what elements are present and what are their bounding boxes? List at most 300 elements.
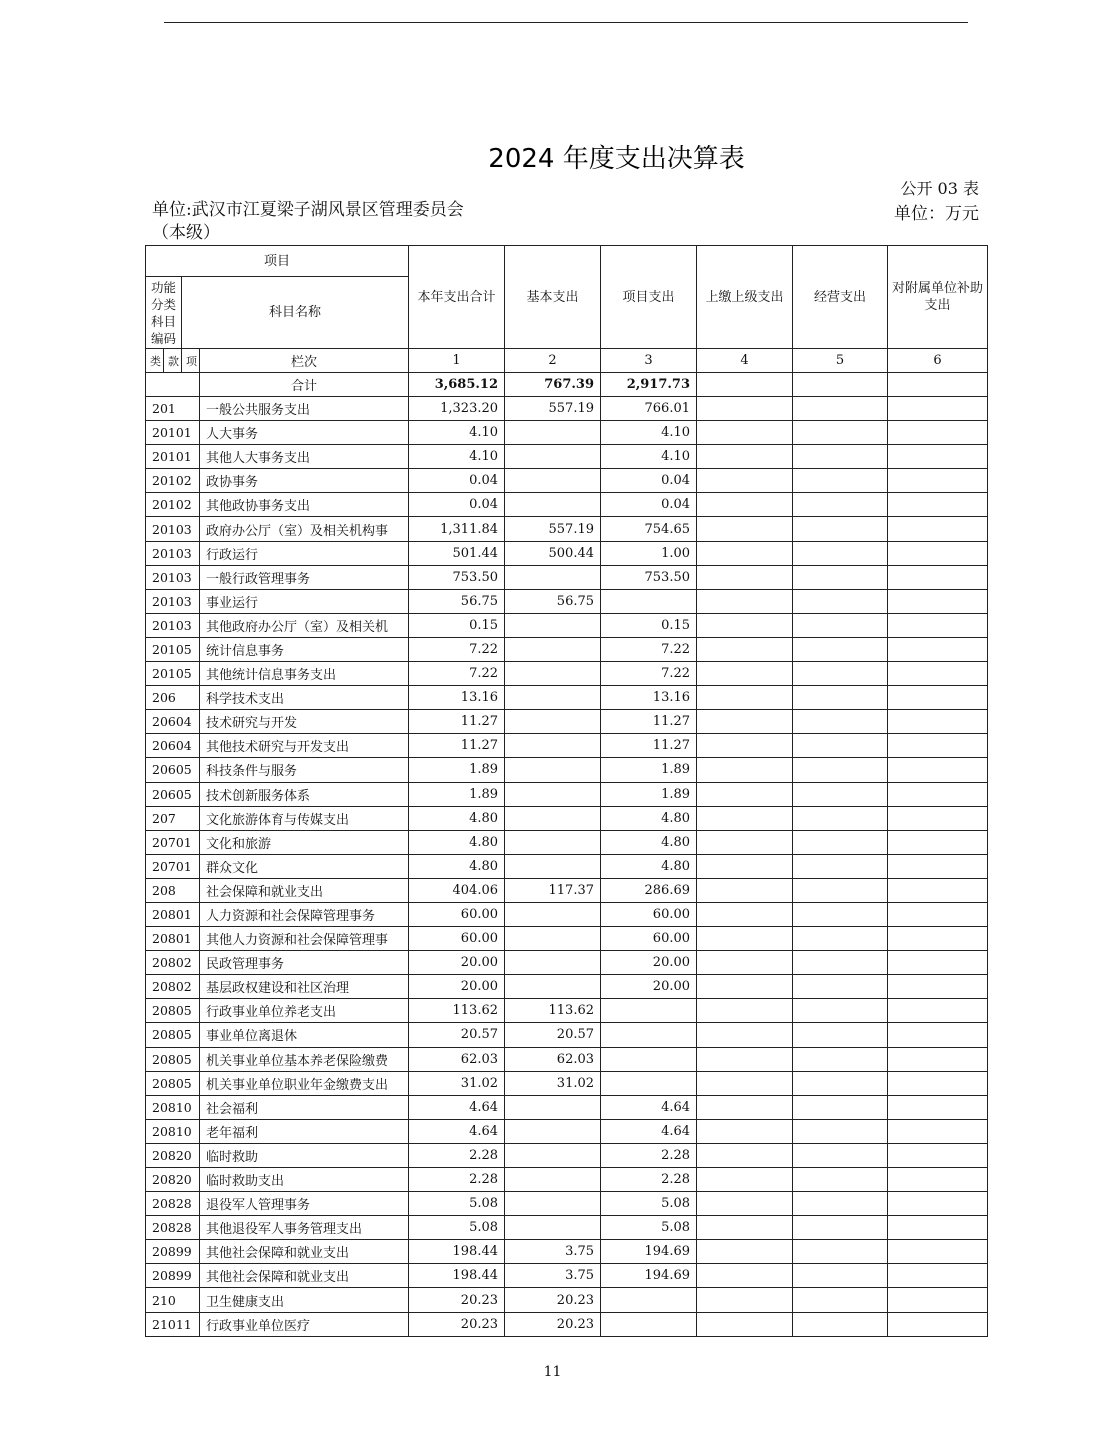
table-row	[146, 1192, 988, 1216]
row-subsidy	[888, 854, 988, 878]
row-upper	[697, 830, 793, 854]
table-row	[146, 806, 988, 830]
row-business	[793, 565, 888, 589]
row-code: 20828	[146, 1216, 200, 1240]
row-code: 20805	[146, 999, 200, 1023]
table-row	[146, 710, 988, 734]
row-project	[601, 589, 697, 613]
row-upper	[697, 565, 793, 589]
row-project: 766.01	[601, 397, 697, 421]
row-subsidy	[888, 421, 988, 445]
row-name: 科技条件与服务	[200, 758, 409, 782]
header-row-project	[146, 246, 988, 277]
table-row	[146, 1168, 988, 1192]
row-name: 其他社会保障和就业支出	[200, 1264, 409, 1288]
row-business	[793, 469, 888, 493]
row-subsidy	[888, 999, 988, 1023]
table-row	[146, 686, 988, 710]
row-subsidy	[888, 1312, 988, 1336]
row-total: 20.23	[409, 1288, 505, 1312]
row-basic	[505, 493, 601, 517]
row-basic: 56.75	[505, 589, 601, 613]
row-name: 其他人力资源和社会保障管理事	[200, 927, 409, 951]
row-upper	[697, 806, 793, 830]
row-code: 20828	[146, 1192, 200, 1216]
row-basic	[505, 469, 601, 493]
header-n2: 2	[505, 349, 601, 373]
row-subsidy	[888, 613, 988, 637]
row-subsidy	[888, 541, 988, 565]
total-col3: 2,917.73	[601, 373, 697, 397]
row-code: 210	[146, 1288, 200, 1312]
row-total: 13.16	[409, 686, 505, 710]
total-col6	[888, 373, 988, 397]
row-code: 20103	[146, 541, 200, 565]
row-upper	[697, 734, 793, 758]
row-project: 1.00	[601, 541, 697, 565]
row-code: 20899	[146, 1240, 200, 1264]
page-title: 2024 年度支出决算表	[488, 144, 745, 174]
header-xiang: 项	[182, 349, 200, 373]
table-row	[146, 493, 988, 517]
table-row	[146, 589, 988, 613]
row-subsidy	[888, 517, 988, 541]
row-total: 4.80	[409, 806, 505, 830]
unit-name-text: 单位:武汉市江夏梁子湖风景区管理委员会（本级）	[152, 200, 464, 243]
row-code: 208	[146, 878, 200, 902]
row-project: 0.04	[601, 469, 697, 493]
row-project: 0.04	[601, 493, 697, 517]
row-name: 人大事务	[200, 421, 409, 445]
row-total: 1,311.84	[409, 517, 505, 541]
row-business	[793, 613, 888, 637]
total-col5	[793, 373, 888, 397]
row-code: 20103	[146, 589, 200, 613]
row-name: 其他退役军人事务管理支出	[200, 1216, 409, 1240]
row-upper	[697, 758, 793, 782]
table-row	[146, 469, 988, 493]
row-subsidy	[888, 1095, 988, 1119]
row-business	[793, 975, 888, 999]
row-code: 20101	[146, 445, 200, 469]
row-upper	[697, 878, 793, 902]
row-subsidy	[888, 878, 988, 902]
row-basic	[505, 782, 601, 806]
row-total: 4.64	[409, 1095, 505, 1119]
row-code: 20805	[146, 1023, 200, 1047]
row-name: 事业单位离退休	[200, 1023, 409, 1047]
row-business	[793, 1192, 888, 1216]
table-row	[146, 1047, 988, 1071]
row-project: 1.89	[601, 758, 697, 782]
row-upper	[697, 493, 793, 517]
row-business	[793, 927, 888, 951]
row-subsidy	[888, 493, 988, 517]
row-code: 20820	[146, 1143, 200, 1167]
row-business	[793, 637, 888, 661]
row-name: 民政管理事务	[200, 951, 409, 975]
header-code-label: 功能分类科目编码	[146, 277, 182, 349]
row-subsidy	[888, 951, 988, 975]
row-upper	[697, 1071, 793, 1095]
row-total: 5.08	[409, 1192, 505, 1216]
table-row	[146, 421, 988, 445]
header-row-lanci	[146, 349, 988, 373]
row-name: 技术创新服务体系	[200, 782, 409, 806]
header-col6: 对附属单位补助支出	[888, 246, 988, 349]
total-col4	[697, 373, 793, 397]
unit-name	[152, 199, 482, 245]
row-total: 198.44	[409, 1264, 505, 1288]
row-upper	[697, 1168, 793, 1192]
row-business	[793, 710, 888, 734]
row-business	[793, 734, 888, 758]
table-row	[146, 782, 988, 806]
row-basic: 557.19	[505, 397, 601, 421]
row-basic	[505, 1216, 601, 1240]
header-col4: 上缴上级支出	[697, 246, 793, 349]
row-project	[601, 1071, 697, 1095]
row-project: 194.69	[601, 1264, 697, 1288]
row-total: 60.00	[409, 902, 505, 926]
row-subsidy	[888, 686, 988, 710]
header-lanci: 栏次	[200, 349, 409, 373]
row-code: 20810	[146, 1095, 200, 1119]
row-code: 20604	[146, 734, 200, 758]
header-col2: 基本支出	[505, 246, 601, 349]
row-project: 5.08	[601, 1192, 697, 1216]
row-subsidy	[888, 1119, 988, 1143]
row-project: 753.50	[601, 565, 697, 589]
row-name: 事业运行	[200, 589, 409, 613]
row-total: 4.80	[409, 830, 505, 854]
row-total: 5.08	[409, 1216, 505, 1240]
row-business	[793, 1264, 888, 1288]
row-name: 人力资源和社会保障管理事务	[200, 902, 409, 926]
expenditure-table	[145, 245, 988, 1337]
row-subsidy	[888, 662, 988, 686]
row-basic: 31.02	[505, 1071, 601, 1095]
row-subsidy	[888, 1023, 988, 1047]
row-code: 206	[146, 686, 200, 710]
row-name: 其他统计信息事务支出	[200, 662, 409, 686]
row-business	[793, 421, 888, 445]
row-total: 60.00	[409, 927, 505, 951]
row-total: 62.03	[409, 1047, 505, 1071]
row-project: 4.64	[601, 1119, 697, 1143]
table-row	[146, 1143, 988, 1167]
row-subsidy	[888, 1143, 988, 1167]
row-name: 一般行政管理事务	[200, 565, 409, 589]
row-name: 卫生健康支出	[200, 1288, 409, 1312]
row-project: 20.00	[601, 975, 697, 999]
row-basic: 500.44	[505, 541, 601, 565]
row-name: 社会福利	[200, 1095, 409, 1119]
row-upper	[697, 517, 793, 541]
row-code: 20604	[146, 710, 200, 734]
row-code: 20103	[146, 517, 200, 541]
table-row	[146, 1264, 988, 1288]
header-col3: 项目支出	[601, 246, 697, 349]
table-row	[146, 975, 988, 999]
table-row	[146, 734, 988, 758]
row-subsidy	[888, 1240, 988, 1264]
row-name: 退役军人管理事务	[200, 1192, 409, 1216]
header-n1: 1	[409, 349, 505, 373]
row-code: 20899	[146, 1264, 200, 1288]
row-business	[793, 758, 888, 782]
row-upper	[697, 421, 793, 445]
row-project: 286.69	[601, 878, 697, 902]
row-subsidy	[888, 782, 988, 806]
row-name: 老年福利	[200, 1119, 409, 1143]
row-business	[793, 854, 888, 878]
row-project: 4.80	[601, 830, 697, 854]
row-upper	[697, 1095, 793, 1119]
row-basic	[505, 686, 601, 710]
header-item: 项目	[146, 246, 409, 277]
row-upper	[697, 469, 793, 493]
row-total: 2.28	[409, 1143, 505, 1167]
header-name-label: 科目名称	[182, 277, 409, 349]
row-name: 统计信息事务	[200, 637, 409, 661]
row-business	[793, 1288, 888, 1312]
header-kuan: 款	[164, 349, 182, 373]
row-upper	[697, 854, 793, 878]
table-row	[146, 1023, 988, 1047]
row-code: 20102	[146, 493, 200, 517]
row-subsidy	[888, 975, 988, 999]
table-row	[146, 951, 988, 975]
row-subsidy	[888, 927, 988, 951]
row-subsidy	[888, 565, 988, 589]
row-project: 4.80	[601, 806, 697, 830]
table-row	[146, 1288, 988, 1312]
row-business	[793, 541, 888, 565]
row-project: 5.08	[601, 1216, 697, 1240]
row-code: 20801	[146, 902, 200, 926]
row-code: 20103	[146, 613, 200, 637]
row-business	[793, 951, 888, 975]
row-upper	[697, 1312, 793, 1336]
table-row	[146, 854, 988, 878]
row-total: 198.44	[409, 1240, 505, 1264]
row-code: 20801	[146, 927, 200, 951]
row-business	[793, 1023, 888, 1047]
row-total: 7.22	[409, 637, 505, 661]
row-project: 4.64	[601, 1095, 697, 1119]
row-name: 其他社会保障和就业支出	[200, 1240, 409, 1264]
row-name: 行政事业单位养老支出	[200, 999, 409, 1023]
row-basic	[505, 613, 601, 637]
header-n4: 4	[697, 349, 793, 373]
row-subsidy	[888, 1216, 988, 1240]
row-total: 11.27	[409, 710, 505, 734]
table-row	[146, 445, 988, 469]
row-total: 113.62	[409, 999, 505, 1023]
row-basic	[505, 421, 601, 445]
row-name: 其他技术研究与开发支出	[200, 734, 409, 758]
total-col1: 3,685.12	[409, 373, 505, 397]
table-row	[146, 1095, 988, 1119]
row-total: 0.04	[409, 469, 505, 493]
row-subsidy	[888, 1264, 988, 1288]
row-upper	[697, 1216, 793, 1240]
row-basic	[505, 902, 601, 926]
row-basic	[505, 1095, 601, 1119]
row-total: 11.27	[409, 734, 505, 758]
row-project	[601, 999, 697, 1023]
header-n3: 3	[601, 349, 697, 373]
row-basic: 117.37	[505, 878, 601, 902]
row-upper	[697, 975, 793, 999]
header-lei: 类	[146, 349, 164, 373]
row-subsidy	[888, 758, 988, 782]
row-total: 7.22	[409, 662, 505, 686]
row-project: 754.65	[601, 517, 697, 541]
row-code: 20103	[146, 565, 200, 589]
row-total: 0.04	[409, 493, 505, 517]
row-name: 政府办公厅（室）及相关机构事	[200, 517, 409, 541]
row-upper	[697, 613, 793, 637]
row-business	[793, 445, 888, 469]
row-project: 4.80	[601, 854, 697, 878]
table-row	[146, 1216, 988, 1240]
row-code: 20105	[146, 662, 200, 686]
row-basic	[505, 565, 601, 589]
row-code: 20805	[146, 1047, 200, 1071]
row-basic	[505, 734, 601, 758]
row-project: 4.10	[601, 445, 697, 469]
row-code: 20810	[146, 1119, 200, 1143]
row-project: 11.27	[601, 710, 697, 734]
table-row	[146, 637, 988, 661]
row-basic: 62.03	[505, 1047, 601, 1071]
row-subsidy	[888, 806, 988, 830]
row-project: 60.00	[601, 927, 697, 951]
row-business	[793, 1240, 888, 1264]
row-business	[793, 493, 888, 517]
row-code: 20701	[146, 830, 200, 854]
row-project	[601, 1312, 697, 1336]
row-basic	[505, 927, 601, 951]
row-name: 一般公共服务支出	[200, 397, 409, 421]
table-row	[146, 1312, 988, 1336]
table-row	[146, 1240, 988, 1264]
row-subsidy	[888, 1047, 988, 1071]
row-business	[793, 999, 888, 1023]
row-name: 行政运行	[200, 541, 409, 565]
row-total: 20.57	[409, 1023, 505, 1047]
row-total: 4.10	[409, 445, 505, 469]
row-upper	[697, 445, 793, 469]
row-name: 临时救助支出	[200, 1168, 409, 1192]
row-code: 20820	[146, 1168, 200, 1192]
header-rule	[164, 22, 968, 23]
row-basic: 113.62	[505, 999, 601, 1023]
row-subsidy	[888, 1288, 988, 1312]
row-basic	[505, 854, 601, 878]
table-row	[146, 1119, 988, 1143]
row-total: 20.23	[409, 1312, 505, 1336]
row-project	[601, 1288, 697, 1312]
row-total: 56.75	[409, 589, 505, 613]
header-n5: 5	[793, 349, 888, 373]
row-subsidy	[888, 710, 988, 734]
row-subsidy	[888, 469, 988, 493]
table-row	[146, 999, 988, 1023]
form-number: 公开 03 表	[900, 179, 979, 198]
row-basic	[505, 445, 601, 469]
total-row	[146, 373, 988, 397]
table-row	[146, 902, 988, 926]
row-business	[793, 589, 888, 613]
row-code: 20802	[146, 951, 200, 975]
row-upper	[697, 1023, 793, 1047]
row-basic	[505, 758, 601, 782]
row-code: 20802	[146, 975, 200, 999]
row-subsidy	[888, 445, 988, 469]
row-upper	[697, 1143, 793, 1167]
row-upper	[697, 686, 793, 710]
row-project: 7.22	[601, 662, 697, 686]
row-basic	[505, 975, 601, 999]
row-total: 404.06	[409, 878, 505, 902]
table-row	[146, 662, 988, 686]
row-project: 1.89	[601, 782, 697, 806]
row-total: 1.89	[409, 758, 505, 782]
row-upper	[697, 589, 793, 613]
row-business	[793, 1168, 888, 1192]
row-total: 1,323.20	[409, 397, 505, 421]
table-row	[146, 1071, 988, 1095]
header-col5: 经营支出	[793, 246, 888, 349]
row-name: 文化旅游体育与传媒支出	[200, 806, 409, 830]
row-code: 20701	[146, 854, 200, 878]
row-total: 2.28	[409, 1168, 505, 1192]
row-business	[793, 662, 888, 686]
row-code: 207	[146, 806, 200, 830]
table-row	[146, 878, 988, 902]
row-business	[793, 902, 888, 926]
row-project: 60.00	[601, 902, 697, 926]
row-project: 13.16	[601, 686, 697, 710]
table-row	[146, 758, 988, 782]
row-business	[793, 1071, 888, 1095]
row-basic	[505, 710, 601, 734]
row-basic	[505, 830, 601, 854]
row-subsidy	[888, 1071, 988, 1095]
row-business	[793, 1095, 888, 1119]
row-basic	[505, 951, 601, 975]
row-basic: 20.23	[505, 1288, 601, 1312]
row-upper	[697, 541, 793, 565]
row-business	[793, 1047, 888, 1071]
row-basic	[505, 1192, 601, 1216]
row-code: 21011	[146, 1312, 200, 1336]
row-total: 4.80	[409, 854, 505, 878]
row-code: 20105	[146, 637, 200, 661]
row-project: 2.28	[601, 1168, 697, 1192]
row-business	[793, 686, 888, 710]
table-row	[146, 927, 988, 951]
row-name: 其他政府办公厅（室）及相关机	[200, 613, 409, 637]
row-upper	[697, 951, 793, 975]
row-upper	[697, 1192, 793, 1216]
table-row	[146, 565, 988, 589]
row-subsidy	[888, 397, 988, 421]
row-name: 群众文化	[200, 854, 409, 878]
